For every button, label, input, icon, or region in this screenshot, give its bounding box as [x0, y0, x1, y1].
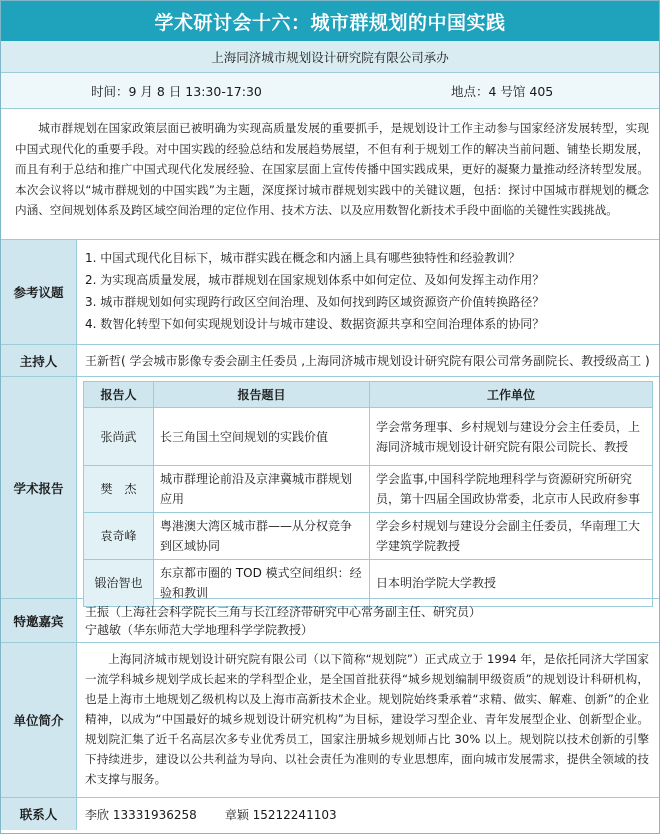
moderator-label: 主持人 [1, 345, 77, 376]
contact-label: 联系人 [1, 798, 77, 830]
speaker-name: 张尚武 [84, 408, 154, 466]
table-header-row [84, 382, 653, 408]
event-time: 时间：9 月 8 日 13:30-17:30 [91, 83, 262, 99]
speaker-name: 锻治智也 [84, 560, 154, 607]
contact-phone: 李欣 13331936258 [85, 807, 197, 822]
guests-list [77, 599, 659, 642]
profile-label: 单位简介 [1, 643, 77, 797]
profile-section [1, 643, 659, 798]
report-topic: 粤港澳大湾区城市群——从分权竞争到区域协同 [154, 513, 370, 560]
table-row [84, 513, 653, 560]
topics-list [77, 240, 659, 344]
profile-text: 上海同济城市规划设计研究院有限公司（以下简称“规划院”）正式成立于 1994 年，是依托同济大学国家一流学科城乡规划学成长起来的学科型企业，是全国首批获得“城乡规划编制甲级资质”的规划设计科研机构，也是上海市土地规划乙级机构以及上海市高新技术企业。规划院始终秉承着“求精、做实、解难、创新”的企业精神，以成为“中国最好的城乡规划设计研究机构”为目标，建设学习型企业、青年发展型企业、创新型企业。规划院汇集了近千名高层次多专业优秀员工，国家注册城乡规划师占比 30% 以上。规划院以技术创新的引擎下持续进步，建设以公共利益为导向、以社会责任为准则的专业思想库，面向城市发展需求，提供全领域的技术支撑与服务。 [85, 652, 649, 786]
speaker-unit: 学会常务理事、乡村规划与建设分会主任委员，上海同济城市规划设计研究院有限公司院长、教授 [370, 408, 653, 466]
moderator-section [1, 345, 659, 377]
reports-section [1, 377, 659, 599]
meta-row [1, 73, 659, 109]
reports-table [83, 381, 653, 607]
header-topic: 报告题目 [154, 382, 370, 408]
speaker-unit: 学会乡村规划与建设分会副主任委员，华南理工大学建筑学院教授 [370, 513, 653, 560]
intro-paragraph: 城市群规划在国家政策层面已被明确为实现高质量发展的重要抓手，是规划设计工作主动参与国家经济发展转型，实现中国式现代化的重要手段。对中国实践的经验总结和发展趋势展望，不但有利于规划工作的解决当前问题、铺垫长期发展，而且有利于总结和推广中国式现代化发展经验、在国家层面上宣传传播中国实践成果，更好的凝聚力量推动经济转型发展。本次会议将以“城市群规划的中国实践”为主题，深度探讨城市群规划实践中的关键议题，包括：探讨中国城市群规划的概念内涵、空间规划体系及跨区域空间治理的定位作用、技术方法、以及应用数智化新技术手段中面临的关键性实践挑战。 [1, 109, 659, 240]
topic-item: 3. 城市群规划如何实现跨行政区空间治理、及如何找到跨区域资源资产价值转换路径？ [85, 295, 545, 309]
topics-section [1, 240, 659, 345]
topic-item: 4. 数智化转型下如何实现规划设计与城市建设、数据资源共享和空间治理体系的协同？ [85, 317, 545, 331]
report-topic: 东京都市圈的 TOD 模式空间组织：经验和教训 [154, 560, 370, 607]
report-topic: 长三角国土空间规划的实践价值 [154, 408, 370, 466]
reports-label: 学术报告 [1, 377, 77, 598]
guests-section [1, 599, 659, 643]
contact-phone: 章颖 15212241103 [224, 807, 337, 822]
host-organization: 上海同济城市规划设计研究院有限公司承办 [1, 41, 659, 73]
contact-section [1, 798, 659, 830]
guest-item: 宁越敏（华东师范大学地理科学学院教授） [85, 623, 314, 637]
contact-list [77, 798, 659, 830]
speaker-name: 樊 杰 [84, 466, 154, 513]
guests-label: 特邀嘉宾 [1, 599, 77, 642]
table-row [84, 408, 653, 466]
topic-item: 2. 为实现高质量发展，城市群规划在国家规划体系中如何定位、及如何发挥主动作用？ [85, 273, 545, 287]
speaker-unit: 学会监事,中国科学院地理科学与资源研究所研究员，第十四届全国政协常委，北京市人民政府参事 [370, 466, 653, 513]
event-place: 地点：4 号馆 405 [451, 83, 554, 99]
topic-item: 1. 中国式现代化目标下，城市群实践在概念和内涵上具有哪些独特性和经验教训？ [85, 251, 521, 265]
moderator-text: 王新哲( 学会城市影像专委会副主任委员 ,上海同济城市规划设计研究院有限公司常务副院长、教授级高工 ) [85, 354, 650, 368]
page-title: 学术研讨会十六：城市群规划的中国实践 [1, 1, 659, 41]
guest-item: 王振（上海社会科学院长三角与长江经济带研究中心常务副主任、研究员） [85, 605, 482, 619]
speaker-unit: 日本明治学院大学教授 [370, 560, 653, 607]
header-speaker: 报告人 [84, 382, 154, 408]
table-row [84, 466, 653, 513]
report-topic: 城市群理论前沿及京津冀城市群规划应用 [154, 466, 370, 513]
topics-label: 参考议题 [1, 240, 77, 344]
speaker-name: 袁奇峰 [84, 513, 154, 560]
header-unit: 工作单位 [370, 382, 653, 408]
